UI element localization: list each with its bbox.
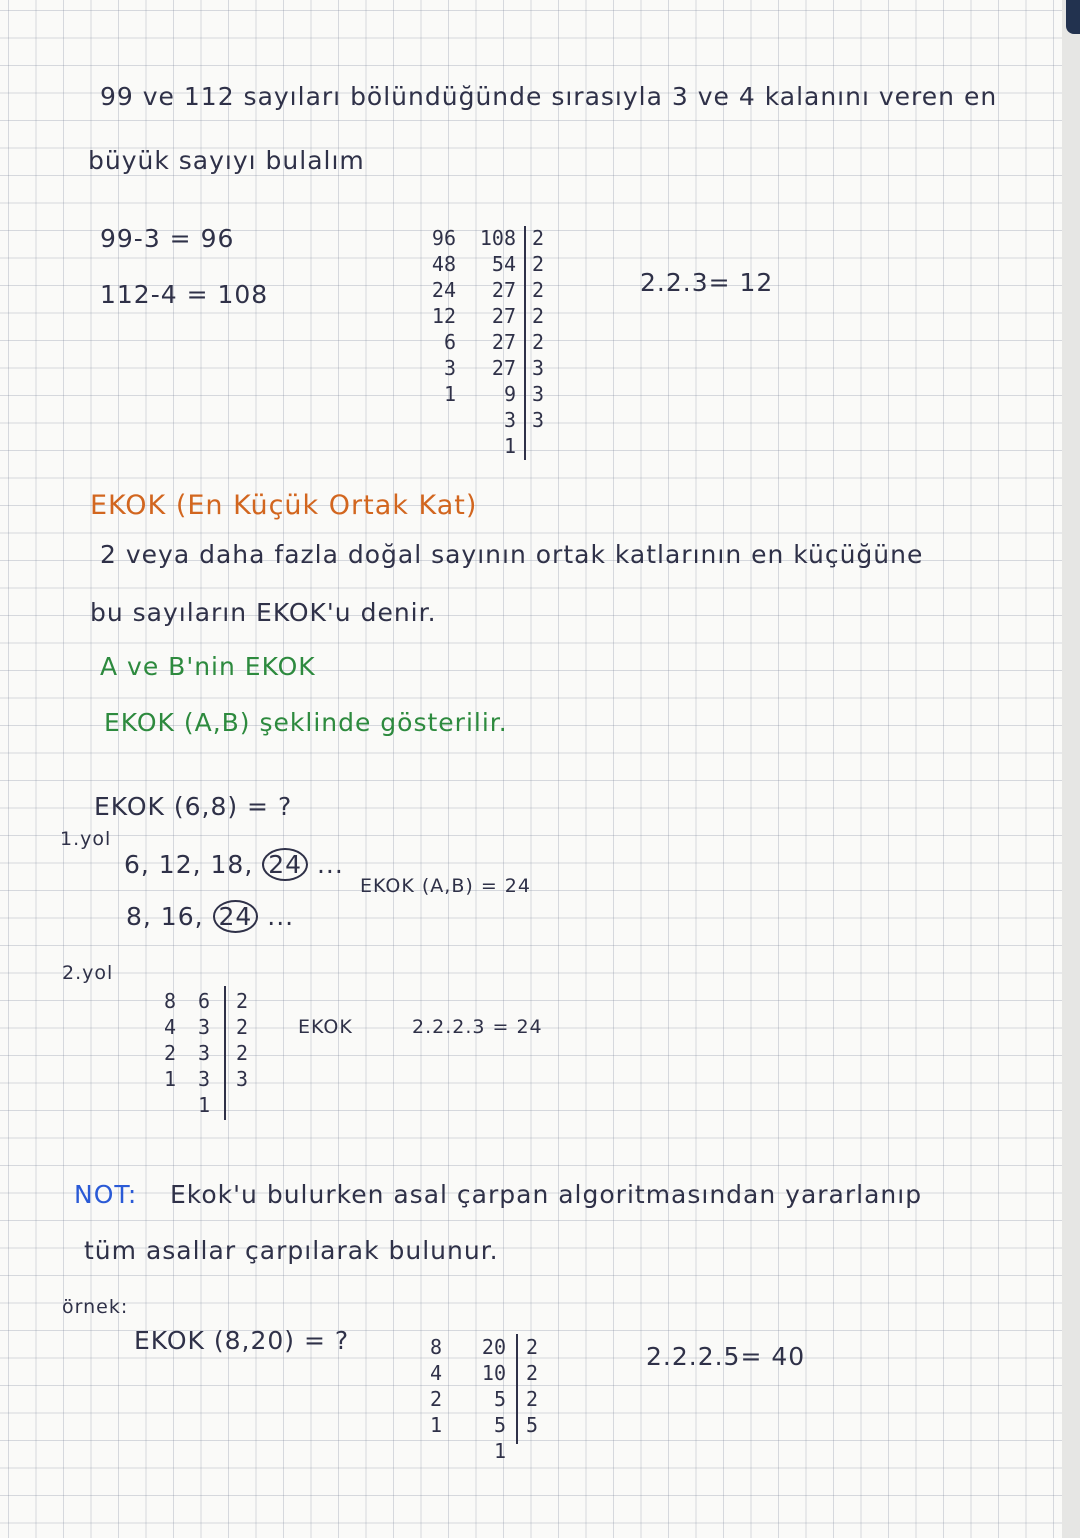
ladder2-col1: 8 4 2 1 bbox=[163, 989, 176, 1091]
example1-question: EKOK (6,8) = ? bbox=[94, 792, 293, 821]
multiples-of-8: 8, 16, 24 ... bbox=[126, 902, 295, 931]
ladder1-col1: 96 48 24 12 6 3 1 bbox=[431, 226, 456, 406]
ladder1-col3: 2 2 2 2 2 3 3 3 bbox=[532, 226, 545, 432]
problem-line-1: 99 ve 112 sayıları bölündüğünde sırasıyla 3 ve 4 kalanını veren en bbox=[100, 82, 998, 111]
equation-112: 112-4 = 108 bbox=[100, 280, 269, 309]
ladder1-divider bbox=[524, 226, 526, 460]
example1-answer: EKOK (A,B) = 24 bbox=[360, 875, 531, 897]
multiples-of-6: 6, 12, 18, 24 ... bbox=[124, 850, 344, 879]
ladder3-divider bbox=[516, 1334, 518, 1444]
ekok-label: EKOK bbox=[298, 1016, 353, 1038]
way2-label: 2.yol bbox=[62, 962, 114, 984]
example2-label: örnek: bbox=[62, 1296, 129, 1318]
note-label: NOT: bbox=[74, 1180, 138, 1209]
ekok-heading: EKOK (En Küçük Ortak Kat) bbox=[90, 490, 478, 521]
ekok-ab: A ve B'nin EKOK bbox=[100, 652, 316, 681]
ladder2-divider bbox=[224, 986, 226, 1120]
ekok-definition-2: bu sayıların EKOK'u denir. bbox=[90, 598, 437, 627]
problem-result: 2.2.3= 12 bbox=[640, 268, 774, 297]
ladder2-col2: 6 3 3 3 1 bbox=[197, 989, 210, 1117]
note-line-2: tüm asallar çarpılarak bulunur. bbox=[84, 1236, 499, 1265]
problem-line-2: büyük sayıyı bulalım bbox=[88, 146, 365, 175]
binder-corner bbox=[1066, 0, 1080, 34]
ladder3-col2: 20 10 5 5 1 bbox=[481, 1335, 506, 1463]
example2-question: EKOK (8,20) = ? bbox=[134, 1326, 350, 1355]
circled-24: 24 bbox=[213, 900, 259, 933]
way1-label: 1.yol bbox=[60, 828, 112, 850]
ekok-definition-1: 2 veya daha fazla doğal sayının ortak katlarının en küçüğüne bbox=[100, 540, 924, 569]
ladder3-col1: 8 4 2 1 bbox=[429, 1335, 442, 1437]
note-line-1: Ekok'u bulurken asal çarpan algoritmasından yararlanıp bbox=[170, 1180, 923, 1209]
ladder2-col3: 2 2 2 3 bbox=[236, 989, 249, 1091]
ladder1-col2: 108 54 27 27 27 27 9 3 1 bbox=[479, 226, 516, 458]
example2-product: 2.2.2.5= 40 bbox=[646, 1342, 806, 1371]
example1-product: 2.2.2.3 = 24 bbox=[412, 1016, 543, 1038]
ekok-notation: EKOK (A,B) şeklinde gösterilir. bbox=[104, 708, 508, 737]
ladder3-col3: 2 2 2 5 bbox=[526, 1335, 539, 1437]
circled-24: 24 bbox=[262, 848, 308, 881]
equation-99: 99-3 = 96 bbox=[100, 224, 235, 253]
page-edge bbox=[1062, 0, 1080, 1538]
